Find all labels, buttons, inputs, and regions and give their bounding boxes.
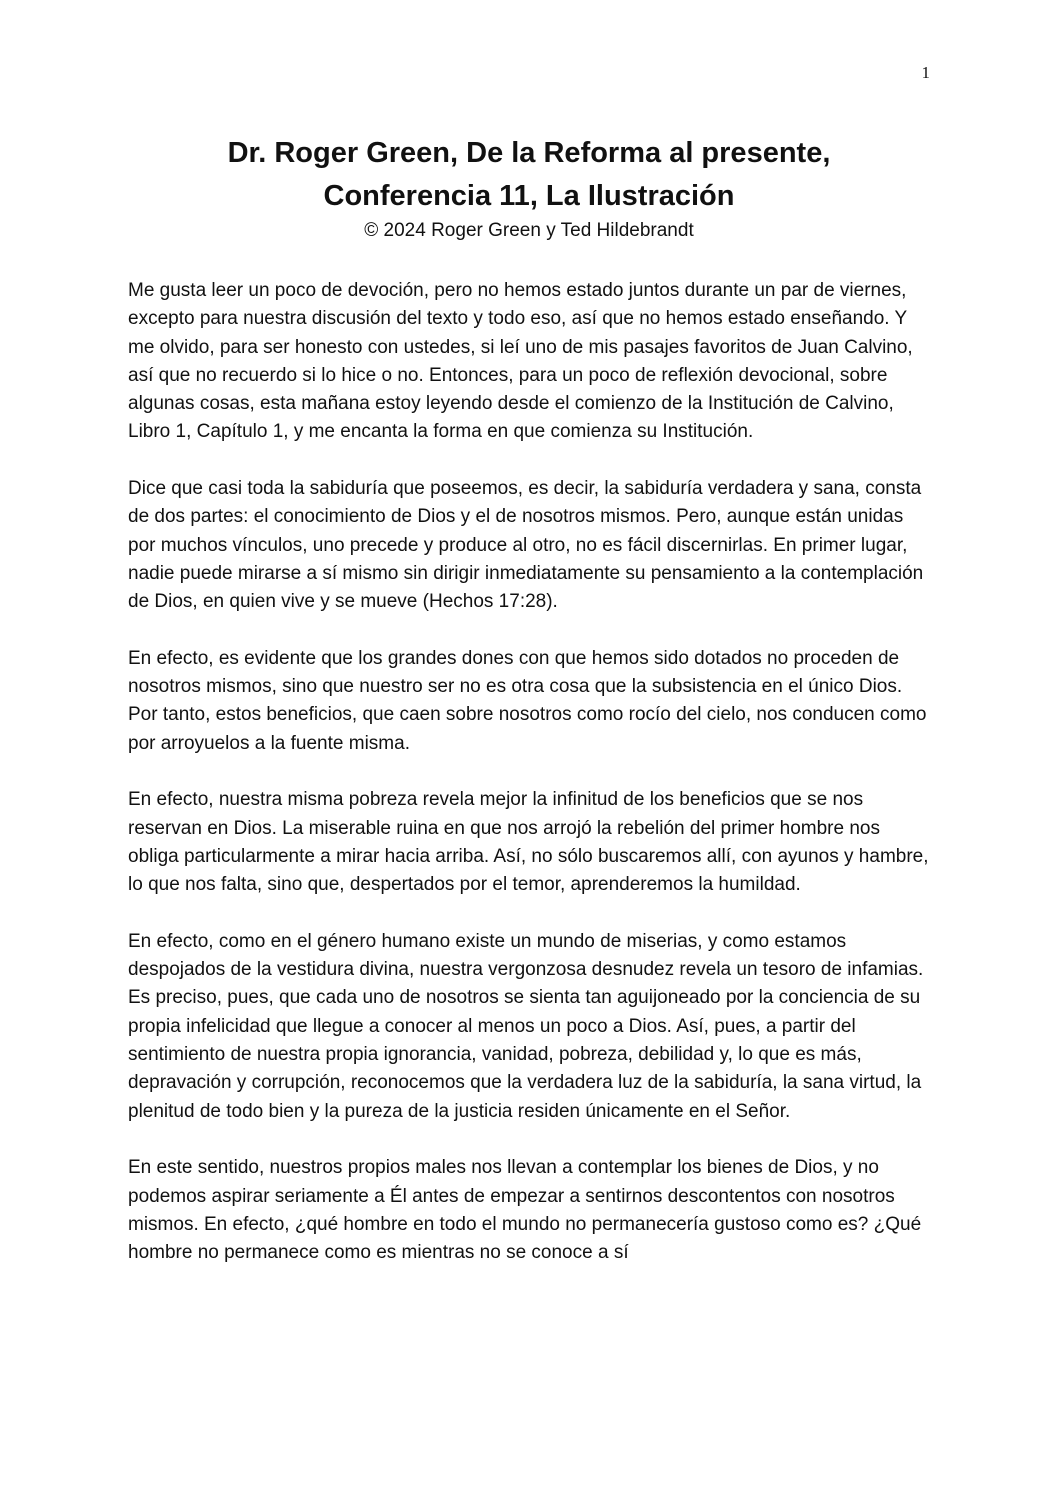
paragraph-4: En efecto, nuestra misma pobreza revela mejor la infinitud de los beneficios que se nos reservan en Dios. La miserable ruina en que nos arrojó la rebelión del primer hombre nos obliga particularmente a mirar hacia arriba. Así, no sólo buscaremos allí, con ayunos y hambre, lo que nos falta, sino que, despertados por el temor, aprenderemos la humildad. xyxy=(128,789,929,896)
paragraph-5: En efecto, como en el género humano existe un mundo de miserias, y como estamos despojados de la vestidura divina, nuestra vergonzosa desnudez revela un tesoro de infamias. Es preciso, pues, que cada uno de nosotros se sienta tan aguijoneado por la conciencia de su propia infelicidad que llegue a conocer al menos un poco a Dios. Así, pues, a partir del sentimiento de nuestra propia ignorancia, vanidad, pobreza, debilidad y, lo que es más, depravación y corrupción, reconocemos que la verdadera luz de la sabiduría, la sana virtud, la plenitud de todo bien y la pureza de la justicia residen únicamente en el Señor. xyxy=(128,930,924,1122)
copyright-notice: © 2024 Roger Green y Ted Hildebrandt xyxy=(364,220,694,241)
document-title-line-2: Conferencia 11, La Ilustración xyxy=(323,180,735,212)
document-body xyxy=(128,277,930,1296)
document-header xyxy=(128,132,930,244)
paragraph-3: En efecto, es evidente que los grandes dones con que hemos sido dotados no proceden de nosotros mismos, sino que nuestro ser no es otra cosa que la subsistencia en el único Dios. Por tanto, estos beneficios, que caen sobre nosotros como rocío del cielo, nos conducen como por arroyuelos a la fuente misma. xyxy=(128,647,927,754)
document-title-line-1: Dr. Roger Green, De la Reforma al presente, xyxy=(227,137,831,169)
page-number: 1 xyxy=(921,63,930,82)
paragraph-6: En este sentido, nuestros propios males nos llevan a contemplar los bienes de Dios, y no podemos aspirar seriamente a Él antes de empezar a sentirnos descontentos con nosotros mismos. En efecto, ¿qué hombre en todo el mundo no permanecería gustoso como es? ¿Qué hombre no permanece como es mientras no se conoce a sí xyxy=(128,1157,922,1264)
paragraph-2: Dice que casi toda la sabiduría que poseemos, es decir, la sabiduría verdadera y sana, consta de dos partes: el conocimiento de Dios y el de nosotros mismos. Pero, aunque están unidas por muchos vínculos, uno precede y produce al otro, no es fácil discernirlas. En primer lugar, nadie puede mirarse a sí mismo sin dirigir inmediatamente su pensamiento a la contemplación de Dios, en quien vive y se mueve (Hechos 17:28). xyxy=(128,478,924,613)
paragraph-1: Me gusta leer un poco de devoción, pero no hemos estado juntos durante un par de viernes, excepto para nuestra discusión del texto y todo eso, así que no hemos estado enseñando. Y me olvido, para ser honesto con ustedes, si leí uno de mis pasajes favoritos de Juan Calvino, así que no recuerdo si lo hice o no. Entonces, para un poco de reflexión devocional, sobre algunas cosas, esta mañana estoy leyendo desde el comienzo de la Institución de Calvino, Libro 1, Capítulo 1, y me encanta la forma en que comienza su Institución. xyxy=(128,280,913,443)
